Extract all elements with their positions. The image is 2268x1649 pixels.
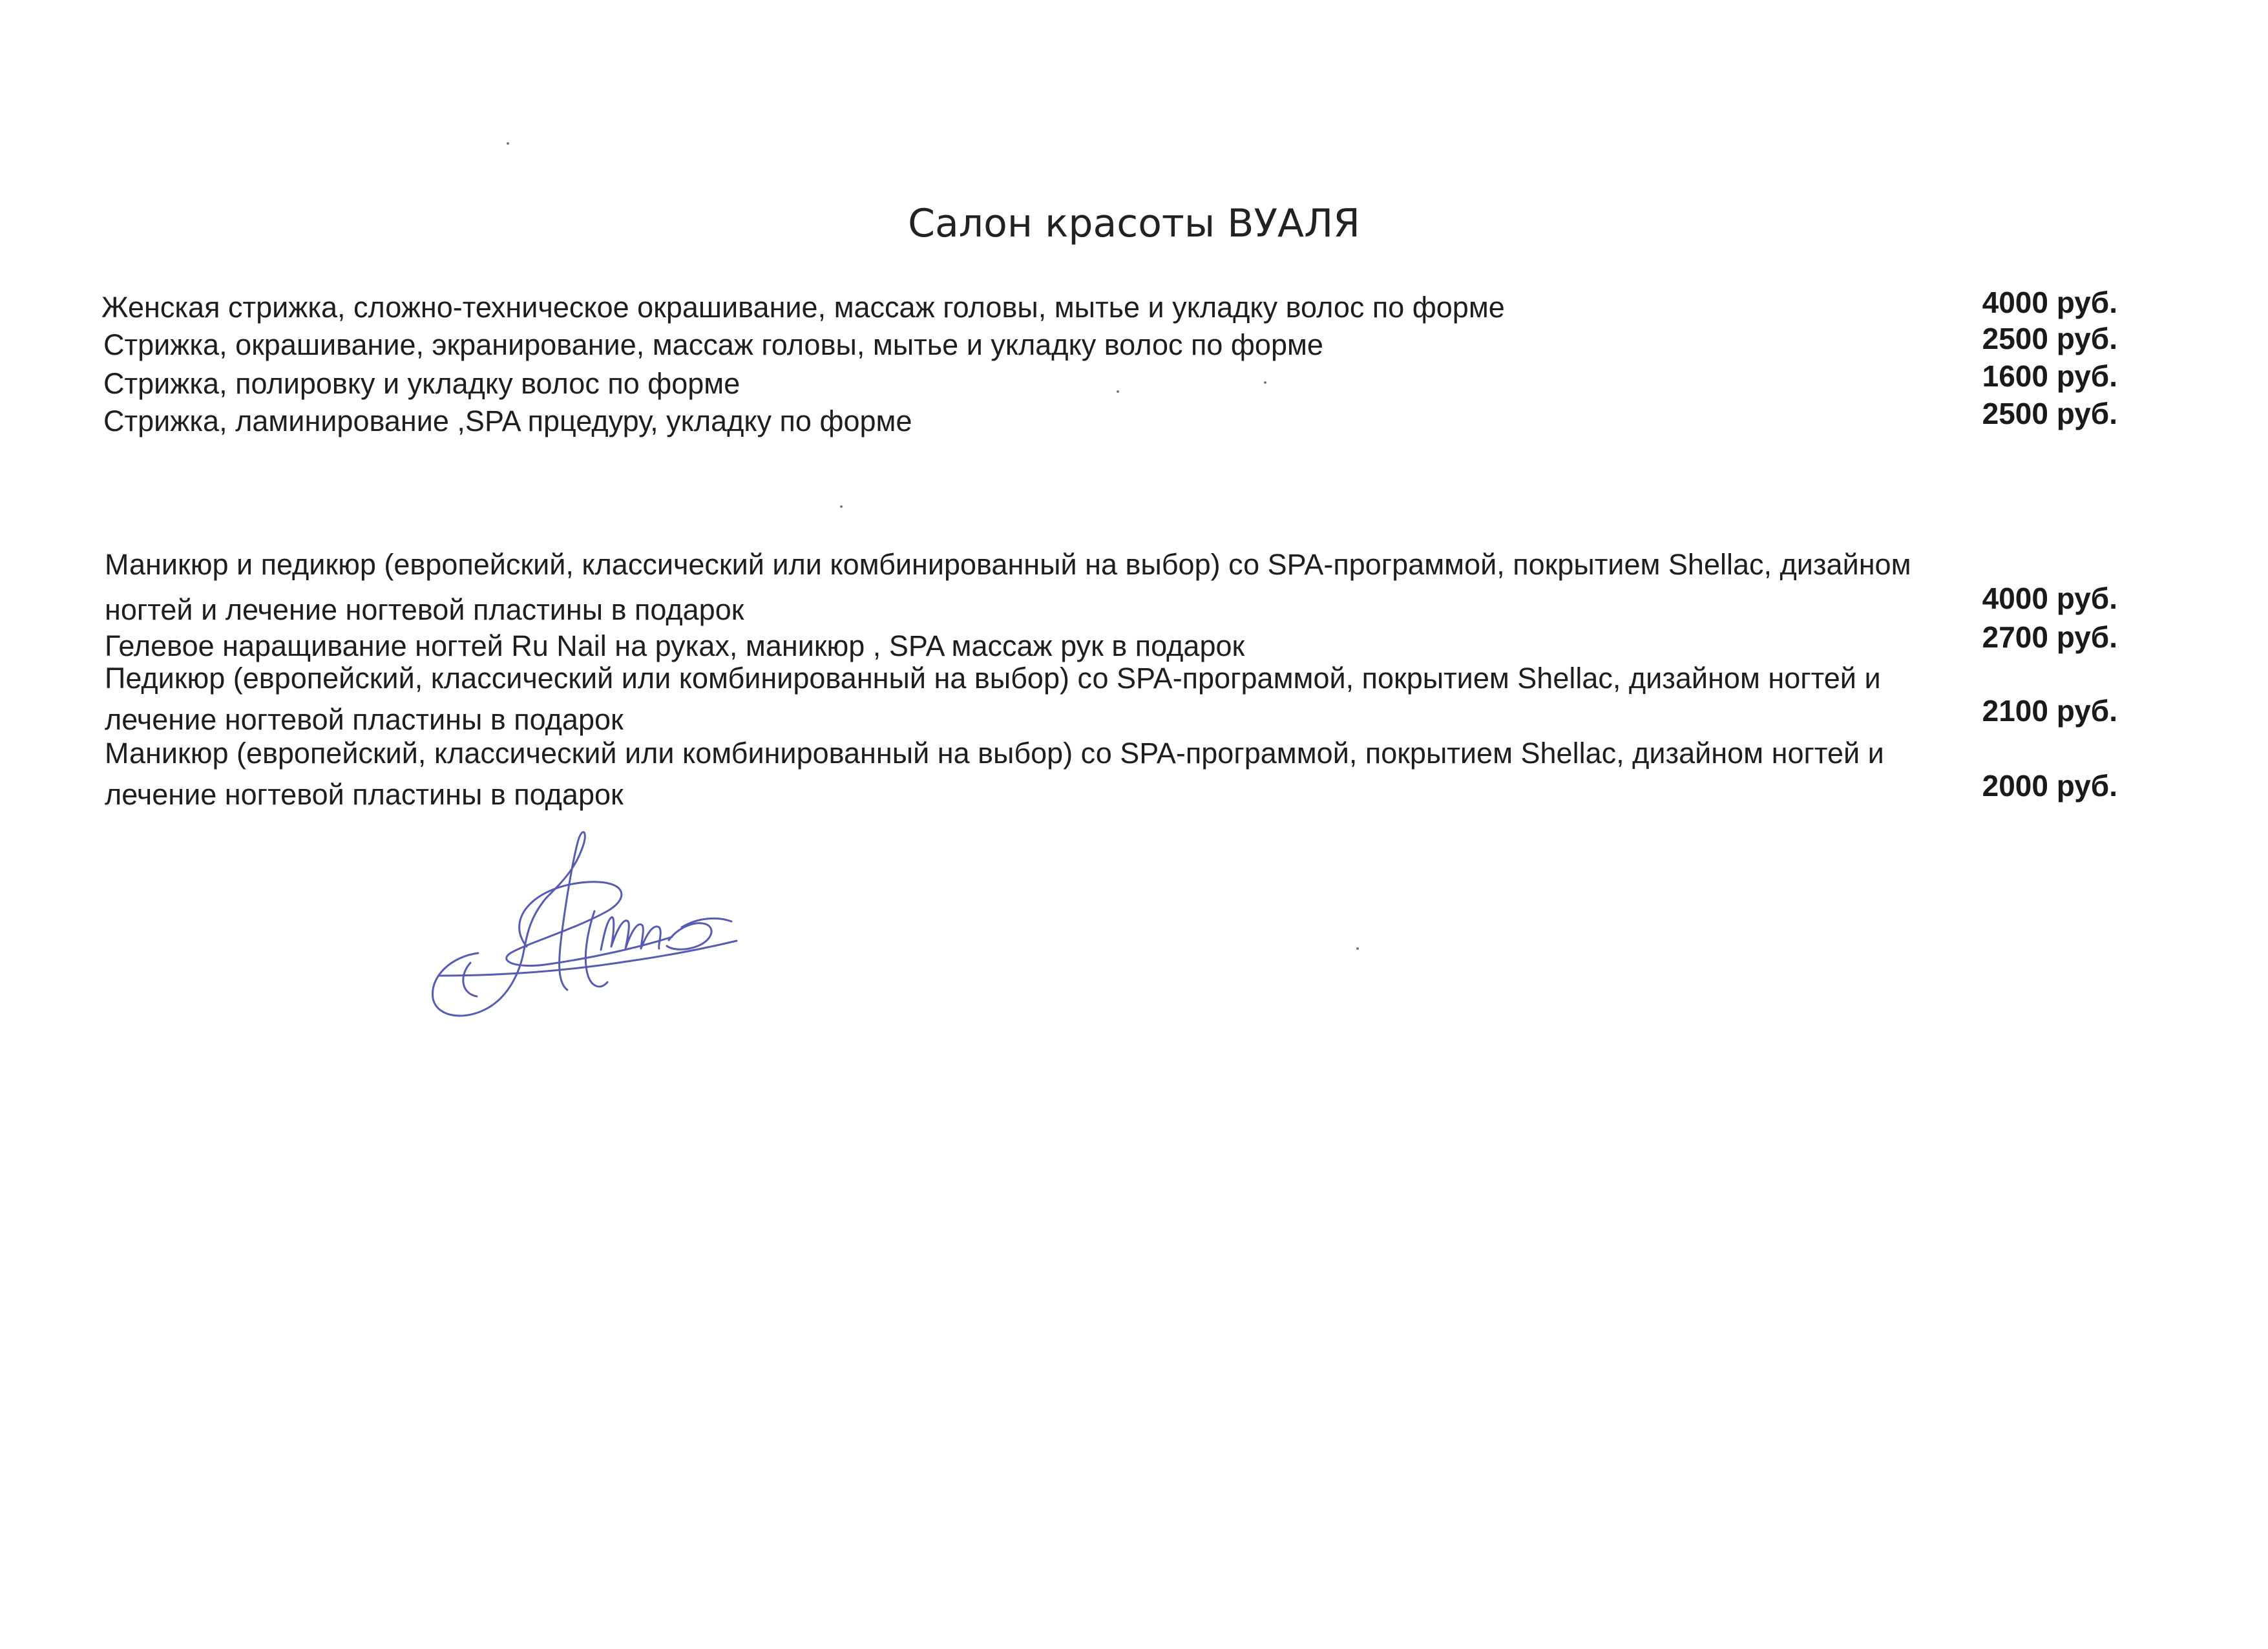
hair-service-1-price: 4000 руб. bbox=[1982, 286, 2117, 319]
nail-service-3-description-line-1: Педикюр (европейский, классический или комбинированный на выбор) со SPA-программой, покрытием Shellac, дизайном ногтей и bbox=[105, 662, 1881, 695]
scan-speck bbox=[1264, 381, 1266, 384]
nail-service-3-price: 2100 руб. bbox=[1982, 694, 2117, 728]
nail-service-4-description-line-1: Маникюр (европейский, классический или комбинированный на выбор) со SPA-программой, покрытием Shellac, дизайном ногтей и bbox=[105, 737, 1884, 770]
handwritten-signature bbox=[414, 821, 801, 1034]
hair-service-3-price: 1600 руб. bbox=[1982, 359, 2117, 393]
nail-service-2-price: 2700 руб. bbox=[1982, 620, 2117, 654]
scan-speck bbox=[507, 142, 509, 145]
hair-service-2-description: Стрижка, окрашивание, экранирование, массаж головы, мытье и укладку волос по форме bbox=[103, 328, 1323, 361]
nail-service-4-description-line-2: лечение ногтевой пластины в подарок bbox=[105, 778, 624, 811]
scan-speck bbox=[840, 505, 843, 508]
hair-service-2-price: 2500 руб. bbox=[1982, 322, 2117, 355]
hair-service-4-price: 2500 руб. bbox=[1982, 397, 2117, 430]
hair-service-4-description: Стрижка, ламинирование ,SPA прцедуру, укладку по форме bbox=[103, 404, 912, 437]
hair-service-1-description: Женская стрижка, сложно-техническое окрашивание, массаж головы, мытье и укладку волос по форме bbox=[101, 291, 1505, 324]
nail-service-1-price: 4000 руб. bbox=[1982, 582, 2117, 615]
nail-service-2-description: Гелевое наращивание ногтей Ru Nail на руках, маникюр , SPA массаж рук в подарок bbox=[105, 629, 1245, 662]
nail-service-3-description-line-2: лечение ногтевой пластины в подарок bbox=[105, 703, 624, 736]
scan-speck bbox=[1356, 947, 1359, 950]
scan-speck bbox=[1117, 390, 1119, 393]
hair-service-3-description: Стрижка, полировку и укладку волос по форме bbox=[103, 367, 740, 400]
document-title: Салон красоты ВУАЛЯ bbox=[908, 201, 1360, 246]
nail-service-1-description-line-2: ногтей и лечение ногтевой пластины в подарок bbox=[105, 593, 744, 626]
nail-service-4-price: 2000 руб. bbox=[1982, 769, 2117, 803]
nail-service-1-description-line-1: Маникюр и педикюр (европейский, классический или комбинированный на выбор) со SPA-программой, покрытием Shellac, дизайном bbox=[105, 548, 1911, 581]
